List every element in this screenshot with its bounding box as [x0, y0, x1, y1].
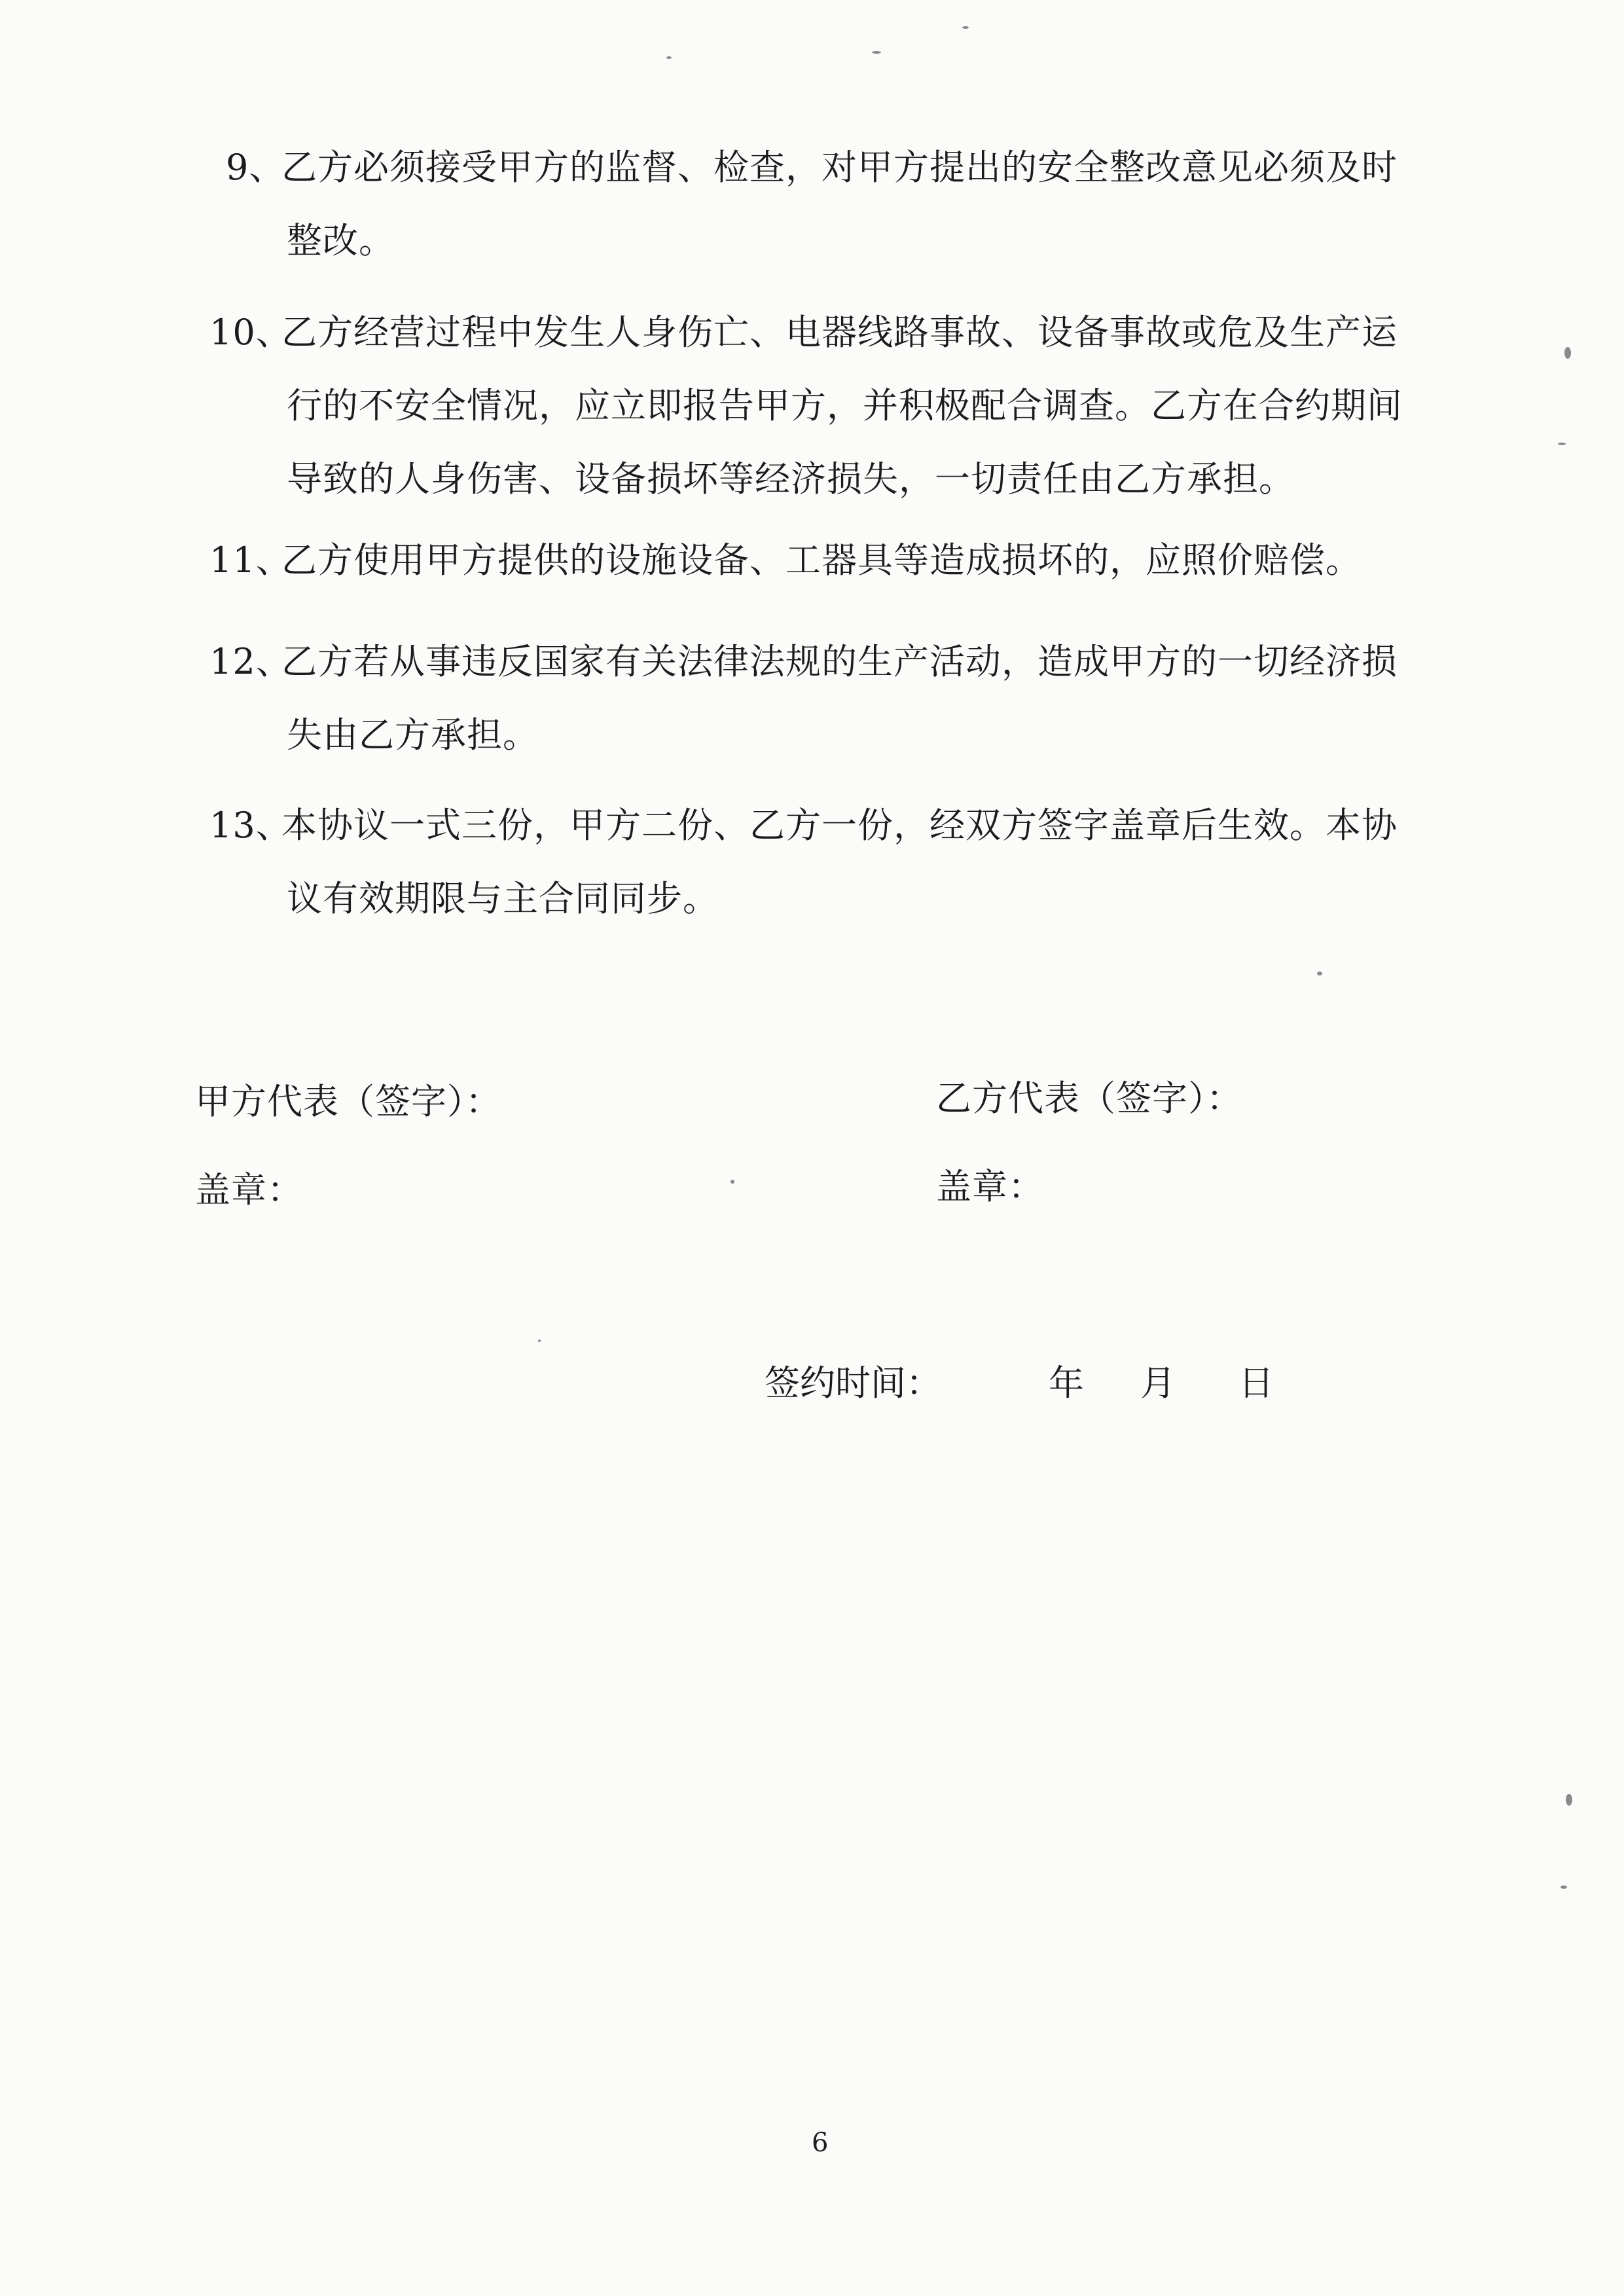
- clause-body: [281, 131, 1491, 278]
- clause-number: 13、: [209, 805, 292, 846]
- scan-speck: [1566, 1794, 1572, 1806]
- party-a-representative-label: 甲方代表（签字）：: [195, 1081, 501, 1122]
- clause-body: [281, 296, 1491, 516]
- page-number: 6: [812, 2128, 829, 2158]
- scan-speck: [962, 26, 969, 29]
- clause-line: 乙方经营过程中发生人身伤亡、电器线路事故、设备事故或危及生产运: [281, 312, 1398, 353]
- scan-speck: [666, 56, 672, 59]
- clause-number: 10、: [209, 312, 292, 353]
- clause-number: 9、: [226, 147, 285, 188]
- scan-speck: [538, 1339, 541, 1342]
- clause-line: 乙方使用甲方提供的设施设备、工器具等造成损坏的，应照价赔偿。: [281, 539, 1362, 581]
- clause-line: 乙方若从事违反国家有关法律法规的生产活动，造成甲方的一切经济损: [281, 641, 1398, 682]
- clause-number: 11、: [209, 539, 292, 581]
- party-b-seal-label: 盖章：: [936, 1166, 1044, 1207]
- clause-continuation: 失由乙方承担。: [287, 714, 539, 756]
- clause-body: [281, 524, 1491, 597]
- clause-line: 乙方必须接受甲方的监督、检查，对甲方提出的安全整改意见必须及时: [281, 147, 1398, 188]
- party-a-seal-label: 盖章：: [195, 1169, 303, 1211]
- clause-number: 12、: [209, 641, 292, 682]
- clause-continuation: 行的不安全情况，应立即报告甲方，并积极配合调查。乙方在合约期间 导致的人身伤害、设备损坏等经济损失，一切责任由乙方承担。: [287, 385, 1403, 500]
- party-b-representative-label: 乙方代表（签字）：: [936, 1078, 1242, 1119]
- scan-speck: [1561, 1886, 1567, 1889]
- scan-speck: [1558, 443, 1566, 445]
- clause-body: [281, 789, 1491, 936]
- signing-date-month: 月: [1140, 1362, 1176, 1404]
- clause-line: 本协议一式三份，甲方二份、乙方一份，经双方签字盖章后生效。本协: [281, 805, 1398, 846]
- scan-speck: [1564, 347, 1571, 359]
- signing-date-label: 签约时间：: [765, 1362, 941, 1404]
- signing-date-day: 日: [1238, 1362, 1274, 1404]
- scan-speck: [1317, 972, 1322, 975]
- scan-speck: [731, 1180, 734, 1184]
- clause-continuation: 议有效期限与主合同同步。: [287, 878, 719, 919]
- clause-body: [281, 625, 1491, 772]
- signing-date-year: 年: [1049, 1362, 1084, 1404]
- scan-speck: [872, 51, 881, 54]
- clause-continuation: 整改。: [287, 220, 395, 261]
